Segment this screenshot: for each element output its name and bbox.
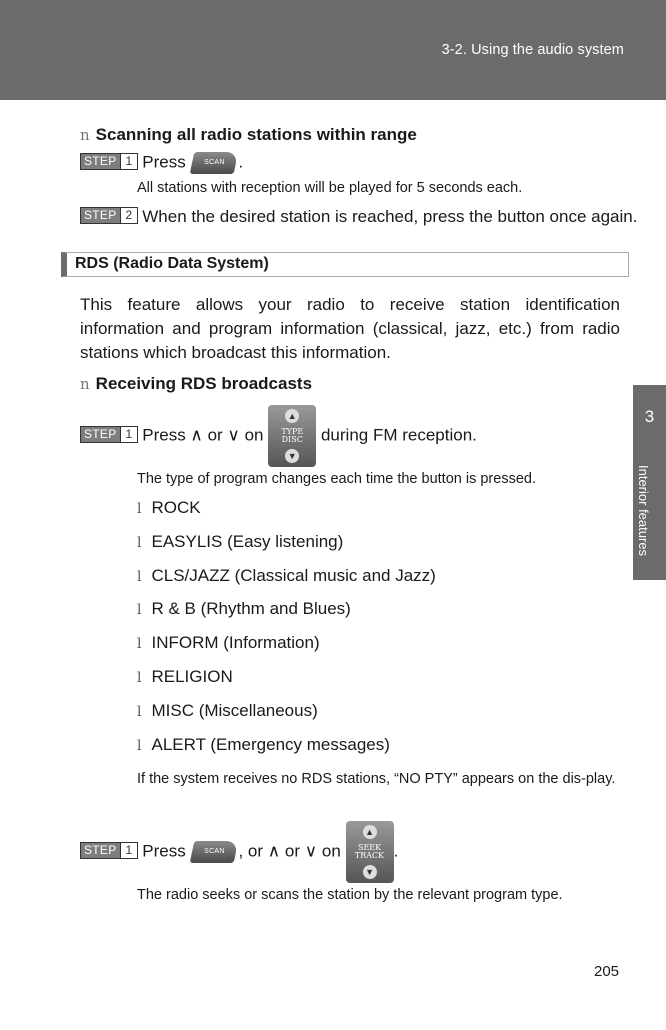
scanning-heading-row [80, 125, 417, 145]
list-item: l ALERT (Emergency messages) [137, 735, 390, 754]
type-disc-button-icon: ▲ TYPE DISC ▼ [268, 405, 316, 467]
rds-intro: This feature allows your radio to receive station identification information and program information (classical, jazz, etc.) from radio stations which broadcast this information. [80, 295, 620, 362]
page-number: 205 [594, 963, 620, 980]
scan-step-1: STEP 1 Press SCAN . [80, 152, 243, 174]
step-text: Press ∧ or ∨ on [142, 425, 264, 445]
section-title: 3-2. Using the audio system [441, 42, 624, 58]
step-text: When the desired station is reached, press the button once again. [142, 207, 638, 226]
step-badge: STEP 1 [80, 426, 138, 443]
up-arrow-icon: ▲ [363, 825, 377, 839]
receiving-heading-row [80, 374, 312, 394]
list-item: l EASYLIS (Easy listening) [137, 532, 344, 551]
scanning-heading: Scanning all radio stations within range [95, 125, 417, 144]
chapter-number: 3 [644, 407, 655, 426]
list-item: l R & B (Rhythm and Blues) [137, 599, 351, 618]
rds-section-header [61, 252, 629, 277]
step-text: Press [142, 152, 186, 172]
scan-button-icon: SCAN [192, 152, 236, 174]
rds-section-title: RDS (Radio Data System) [75, 255, 269, 272]
chapter-label: Interior features [636, 465, 651, 557]
chapter-tab [633, 385, 666, 580]
up-arrow-icon: ▲ [285, 409, 299, 423]
step-badge: STEP 2 [80, 207, 138, 224]
list-item: l MISC (Miscellaneous) [137, 701, 318, 720]
list-item: l RELIGION [137, 667, 233, 686]
heading-bullet: n [80, 126, 90, 144]
receiving-step-1: STEP 1 Press ∧ or ∨ on ▲ TYPE DISC ▼ during FM reception. [80, 405, 477, 467]
no-pty-note: If the system receives no RDS stations, “NO PTY” appears on the dis-play. [137, 771, 616, 787]
scan-step-2 [80, 207, 637, 227]
receiving-heading: Receiving RDS broadcasts [95, 374, 313, 393]
down-arrow-icon: ▼ [285, 449, 299, 463]
step-badge: STEP 1 [80, 153, 138, 170]
step-badge: STEP 1 [80, 842, 138, 859]
seek-note: The radio seeks or scans the station by the relevant program type. [137, 887, 563, 903]
seek-track-button-icon: ▲ SEEK TRACK ▼ [346, 821, 394, 883]
seek-step: STEP 1 Press SCAN , or ∧ or ∨ on ▲ SEEK TRACK ▼ . [80, 821, 398, 883]
scan-button-icon: SCAN [192, 841, 236, 863]
list-item: l CLS/JAZZ (Classical music and Jazz) [137, 566, 436, 585]
page-header [0, 0, 666, 100]
list-item: l ROCK [137, 498, 201, 517]
step-text: Press [142, 841, 186, 861]
receiving-note: The type of program changes each time the button is pressed. [137, 471, 536, 487]
list-item: l INFORM (Information) [137, 633, 320, 652]
down-arrow-icon: ▼ [363, 865, 377, 879]
scan-note: All stations with reception will be played for 5 seconds each. [137, 180, 523, 196]
heading-bullet: n [80, 375, 90, 393]
